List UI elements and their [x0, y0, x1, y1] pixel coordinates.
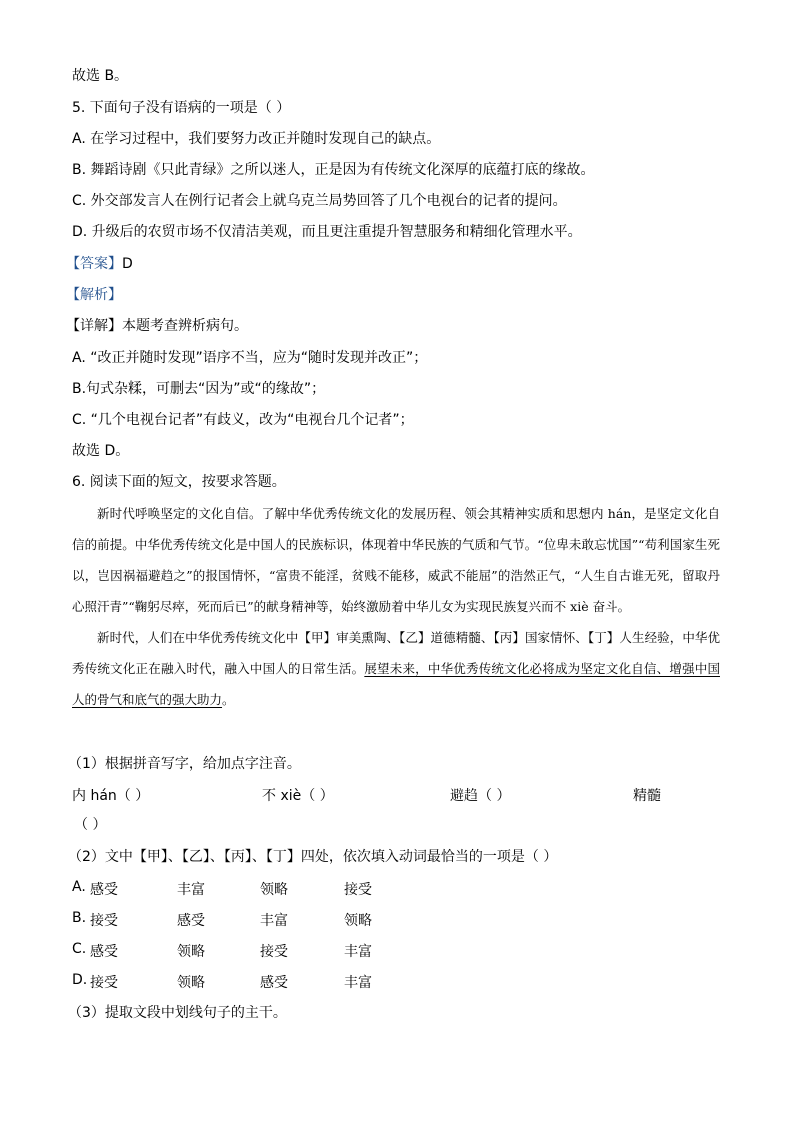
analysis-tag: 【解析】	[66, 287, 122, 303]
option-word: 领略	[344, 913, 372, 929]
option-word: 感受	[90, 944, 118, 960]
option-word: 领略	[177, 975, 205, 991]
option-word: 丰富	[260, 913, 288, 929]
sub-question-2: （2）文中【甲】、【乙】、【丙】、【丁】四处，依次填入动词最恰当的一项是（ ）	[68, 849, 558, 865]
option-letter: A.	[72, 879, 86, 895]
option-row-c	[72, 941, 492, 961]
passage-paragraph-2	[72, 622, 720, 715]
option-word: 接受	[90, 975, 118, 991]
question-5-option-c: C. 外交部发言人在例行记者会上就乌克兰局势回答了几个电视台的记者的提问。	[72, 193, 567, 209]
underlined-sentence: 展望未来，中华优秀传统文化必将成为坚定文化自信、增强中国人的骨气和底气的强大助力	[72, 661, 720, 707]
option-word: 接受	[344, 882, 372, 898]
answer-line	[66, 254, 133, 274]
fill-blank-han: 内 hán（ ）	[72, 788, 150, 804]
fill-blank-jingsui: 精髓	[633, 788, 661, 804]
passage-paragraph-1: 新时代呼唤坚定的文化自信。了解中华优秀传统文化的发展历程、领会其精神实质和思想内 hán，是坚定文化自信的前提。中华优秀传统文化是中国人的民族标识，体现着中华民族的气质和气节。“位卑未敢忘忧国”“苟利国家生死以，岂因祸福避趋之”的报国情怀，“富贵不能淫，贫贱不能移，威武不能屈”的浩然正气，“人生自古谁无死，留取丹心照汗青”“鞠躬尽瘁，死而后已”的献身精神等，始终激励着中华儿女为实现民族复兴而不 xiè 奋斗。	[72, 506, 720, 614]
question-5-option-a: A. 在学习过程中，我们要努力改正并随时发现自己的缺点。	[72, 131, 441, 147]
option-word: 接受	[90, 913, 118, 929]
option-word: 领略	[177, 944, 205, 960]
question-5-option-d: D. 升级后的农贸市场不仅清洁美观，而且更注重提升智慧服务和精细化管理水平。	[72, 224, 582, 240]
explanation-c: C. “几个电视台记者”有歧义，改为“电视台几个记者”；	[72, 412, 414, 428]
sub-question-1: （1）根据拼音写字，给加点字注音。	[68, 756, 301, 772]
option-word: 感受	[90, 882, 118, 898]
passage-paragraph-2-end: 。	[222, 692, 235, 707]
option-row-b	[72, 910, 492, 930]
option-word: 领略	[260, 882, 288, 898]
fill-blank-biqu: 避趋（ ）	[450, 788, 511, 804]
option-word: 丰富	[344, 975, 372, 991]
choose-line: 故选 D。	[72, 443, 130, 459]
answer-value: D	[122, 256, 133, 272]
option-row-a	[72, 879, 492, 899]
passage-paragraph-2-text: 新时代，人们在中华优秀传统文化中【甲】审美熏陶、【乙】道德精髓、【丙】国家情怀、【丁】人生经验，中华优秀传统文化正在融入时代，融入中国人的日常生活。	[72, 630, 720, 676]
option-letter: D.	[72, 972, 88, 988]
fill-blank-jingsui-paren: （ ）	[74, 817, 107, 833]
question-5-stem: 5. 下面句子没有语病的一项是（ ）	[72, 100, 291, 116]
option-word: 感受	[260, 975, 288, 991]
option-word: 接受	[260, 944, 288, 960]
sub-question-3: （3）提取文段中划线句子的主干。	[68, 1005, 287, 1021]
option-word: 丰富	[177, 882, 205, 898]
explanation-a: A. “改正并随时发现”语序不当，应为“随时发现并改正”；	[72, 350, 428, 366]
option-letter: B.	[72, 910, 87, 926]
prev-answer-line: 故选 B。	[72, 68, 129, 84]
reading-passage	[72, 498, 720, 715]
explanation-b: B.句式杂糅，可删去“因为”或“的缘故”；	[72, 381, 326, 397]
option-letter: C.	[72, 941, 87, 957]
fill-blank-xie: 不 xiè（ ）	[262, 788, 334, 804]
question-5-option-b: B. 舞蹈诗剧《只此青绿》之所以迷人，正是因为有传统文化深厚的底蕴打底的缘故。	[72, 162, 595, 178]
answer-tag: 【答案】	[66, 256, 122, 272]
pinyin-fill-row	[72, 785, 772, 805]
option-row-d	[72, 972, 492, 992]
question-6-stem: 6. 阅读下面的短文，按要求答题。	[72, 474, 286, 490]
option-word: 感受	[177, 913, 205, 929]
detail-line: 【详解】本题考查辨析病句。	[66, 318, 248, 334]
option-word: 丰富	[344, 944, 372, 960]
